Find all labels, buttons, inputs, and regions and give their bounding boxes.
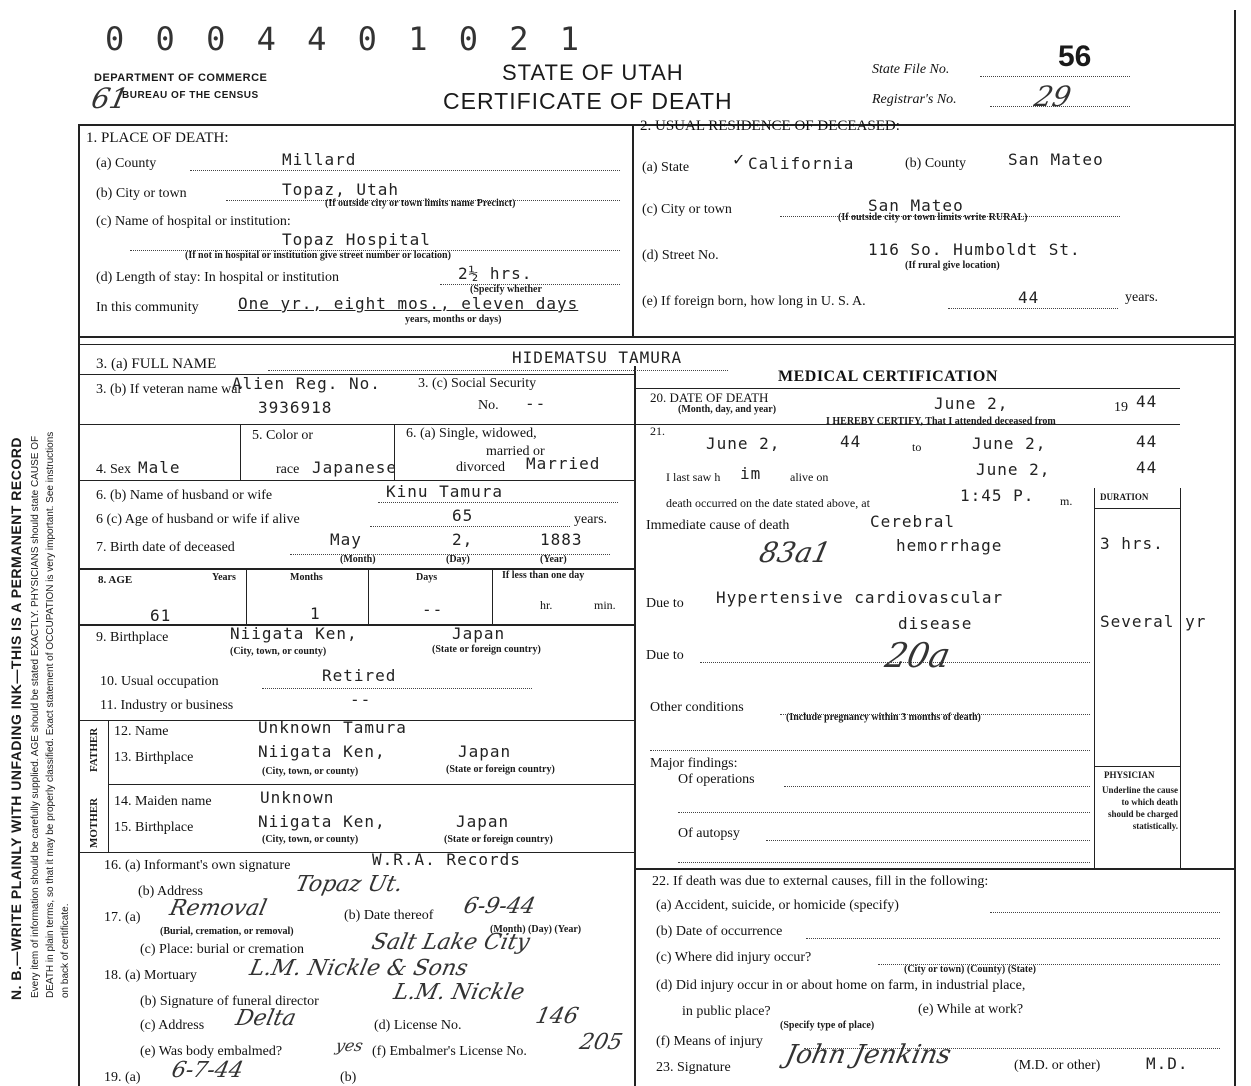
industry-value: -- xyxy=(350,690,372,709)
alien-reg-label: Alien Reg. No. xyxy=(232,374,381,393)
father-bp-note1: (City, town, or county) xyxy=(262,766,359,777)
dept-label: DEPARTMENT OF COMMERCE xyxy=(94,72,268,84)
birthplace-label: 9. Birthplace xyxy=(96,630,169,645)
physician-line xyxy=(1094,766,1180,767)
spouse-value: Kinu Tamura xyxy=(386,482,503,501)
res-state-label: (a) State xyxy=(642,160,690,175)
res-foreign-line xyxy=(948,308,1118,309)
to-label: to xyxy=(912,440,922,454)
informant-addr-value: Topaz Ut. xyxy=(293,872,406,897)
mother-bp-note1: (City, town, or county) xyxy=(262,834,359,845)
state-file-label: State File No. xyxy=(872,62,950,77)
embalmed-label: (e) Was body embalmed? xyxy=(140,1044,283,1059)
ext-a-label: (a) Accident, suicide, or homicide (specify) xyxy=(656,898,899,913)
res-city-note: (If outside city or town limits write RURAL) xyxy=(838,212,1028,223)
signature-suffix: (M.D. or other) xyxy=(1014,1058,1101,1073)
full-name-value: HIDEMATSU TAMURA xyxy=(512,348,683,367)
row3-bottom xyxy=(78,424,634,425)
burial-label: 17. (a) xyxy=(104,910,141,925)
community-note: years, months or days) xyxy=(405,314,502,325)
last-saw-date: June 2, xyxy=(976,460,1051,479)
filed-value: 6-7-44 xyxy=(169,1058,246,1083)
dod-note: (Month, day, and year) xyxy=(678,404,777,415)
side-instruction-4: on back of certificate. xyxy=(60,903,71,998)
birth-year: 1883 xyxy=(540,530,583,549)
ext-d2-label: in public place? xyxy=(682,1004,771,1019)
burial-date-value: 6-9-44 xyxy=(461,894,538,919)
due1-duration: Several yr xyxy=(1100,612,1207,631)
age-years: 61 xyxy=(150,606,172,625)
full-name-label: 3. (a) FULL NAME xyxy=(96,356,217,372)
mother-bp-label: 15. Birthplace xyxy=(114,820,194,835)
spouse-age-unit: years. xyxy=(574,512,608,527)
physician-header: PHYSICIAN xyxy=(1104,770,1155,780)
ext-a-line xyxy=(990,912,1220,913)
sex-value: Male xyxy=(138,458,181,477)
immediate-duration: 3 hrs. xyxy=(1100,534,1164,553)
code-mark-1: 83a1 xyxy=(756,536,834,569)
occupation-value: Retired xyxy=(322,666,397,685)
informant-addr-label: (b) Address xyxy=(138,884,203,899)
duration-header: DURATION xyxy=(1100,492,1149,502)
res-street-label: (d) Street No. xyxy=(642,248,719,263)
embalmed-value: yes xyxy=(333,1036,365,1055)
sex-label: 4. Sex xyxy=(96,462,131,477)
father-bp-label: 13. Birthplace xyxy=(114,750,194,765)
burial-note: (Burial, cremation, or removal) xyxy=(160,926,294,937)
registrar-value: 29 xyxy=(1031,80,1075,113)
hospital-value: Topaz Hospital xyxy=(282,230,431,249)
county-label: (a) County xyxy=(96,156,157,171)
autopsy-line-2 xyxy=(678,862,1090,863)
bureau-label: BUREAU OF THE CENSUS xyxy=(122,90,259,101)
res-city-value: San Mateo xyxy=(868,196,964,215)
city-note: (If outside city or town limits name Precinct) xyxy=(325,198,516,209)
res-street-note: (If rural give location) xyxy=(905,260,1000,271)
immediate-value-2: hemorrhage xyxy=(896,536,1003,555)
birth-day-note: (Day) xyxy=(446,554,470,565)
age-less-header: If less than one day xyxy=(502,570,585,581)
marital-value: Married xyxy=(526,454,601,473)
city-label: (b) City or town xyxy=(96,186,187,201)
father-name-value: Unknown Tamura xyxy=(258,718,407,737)
sex-divider xyxy=(240,424,241,480)
spouse-line xyxy=(378,502,618,503)
race-label: race xyxy=(276,462,300,477)
from-year: 44 xyxy=(840,432,862,451)
mortuary-label: 18. (a) Mortuary xyxy=(104,968,197,983)
due1-label: Due to xyxy=(646,596,684,611)
veteran-label: 3. (b) If veteran name war xyxy=(96,382,243,397)
residence-heading: 2. USUAL RESIDENCE OF DECEASED: xyxy=(640,118,900,134)
ext-d-label: (d) Did injury occur in or about home on farm, in industrial place, xyxy=(656,978,1026,993)
embalmer-label: (f) Embalmer's License No. xyxy=(372,1044,527,1059)
dod-prefix: 19 xyxy=(1114,400,1128,415)
side-instruction-2: Every item of information should be carefully supplied. AGE should be stated EXACTLY. PHYSICIANS should state CAUSE OF xyxy=(30,435,41,998)
place-heading: 1. PLACE OF DEATH: xyxy=(86,130,229,146)
operations-line-2 xyxy=(678,812,1090,813)
filed-label: 19. (a) xyxy=(104,1070,141,1085)
parents-mid xyxy=(108,784,634,785)
immediate-value: Cerebral xyxy=(870,512,956,531)
mother-bp-note2: (State or foreign country) xyxy=(444,834,553,845)
industry-label: 11. Industry or business xyxy=(100,698,234,713)
frame-right xyxy=(1234,10,1236,1086)
embalmer-value: 205 xyxy=(577,1030,625,1055)
mortuary-value: L.M. Nickle & Sons xyxy=(247,956,471,981)
due1b-value: disease xyxy=(898,614,973,633)
res-county-value: San Mateo xyxy=(1008,150,1104,169)
external-top xyxy=(634,868,1234,870)
ext-e-label: (e) While at work? xyxy=(918,1002,1024,1017)
immediate-label: Immediate cause of death xyxy=(646,518,790,533)
dod-year: 44 xyxy=(1136,392,1158,411)
filed-b-label: (b) xyxy=(340,1070,357,1085)
birth-day: 2, xyxy=(452,530,474,549)
registrar-label: Registrar's No. xyxy=(872,92,957,107)
birthplace-note2: (State or foreign country) xyxy=(432,644,541,655)
dod-label: 20. DATE OF DEATH xyxy=(650,390,769,405)
spouse-label: 6. (b) Name of husband or wife xyxy=(96,488,273,503)
operations-label: Of operations xyxy=(678,772,755,787)
findings-label: Major findings: xyxy=(650,756,738,771)
res-foreign-value: 44 xyxy=(1018,288,1040,307)
last-saw-him: im xyxy=(740,464,762,483)
age-days: -- xyxy=(422,600,444,619)
res-city-label: (c) City or town xyxy=(642,202,732,217)
medcert-line xyxy=(634,388,1180,389)
occupation-line xyxy=(262,688,532,689)
color-label: 5. Color or xyxy=(252,428,314,443)
physician-note: Underline the cause to which death should be charged statistically. xyxy=(1102,785,1178,831)
ext-c-note: (City or town) (County) (State) xyxy=(904,964,1037,975)
state-file-value: 56 xyxy=(1058,40,1092,73)
father-bp-city: Niigata Ken, xyxy=(258,742,386,761)
res-street-value: 116 So. Humboldt St. xyxy=(868,240,1081,259)
age-div1 xyxy=(246,568,247,624)
certificate-title: CERTIFICATE OF DEATH xyxy=(443,88,733,114)
death-time-m: m. xyxy=(1060,494,1073,508)
spouse-age-line xyxy=(370,526,570,527)
cert-num: 21. xyxy=(650,424,665,438)
birthplace-country: Japan xyxy=(452,624,506,643)
spouse-age-value: 65 xyxy=(452,506,474,525)
city-value: Topaz, Utah xyxy=(282,180,399,199)
other-note: (Include pregnancy within 3 months of death) xyxy=(786,712,981,723)
county-value: Millard xyxy=(282,150,357,169)
res-foreign-label: (e) If foreign born, how long in U. S. A. xyxy=(642,294,866,309)
mother-name-label: 14. Maiden name xyxy=(114,794,212,809)
father-name-label: 12. Name xyxy=(114,724,169,739)
code-mark-2: 20a xyxy=(881,636,954,676)
dod-value: June 2, xyxy=(934,394,1009,413)
ss-no-label: No. xyxy=(478,398,499,413)
section-divider-1 xyxy=(78,336,1236,338)
marital-label3: divorced xyxy=(456,460,505,475)
mother-bp-country: Japan xyxy=(456,812,510,831)
ext-c-label: (c) Where did injury occur? xyxy=(656,950,812,965)
side-instruction-main: N. B.—WRITE PLAINLY WITH UNFADING INK—THIS IS A PERMANENT RECORD xyxy=(8,437,24,1000)
birthplace-city: Niigata Ken, xyxy=(230,624,358,643)
age-months: 1 xyxy=(310,604,321,623)
serial-number: 0 0 0 4 4 0 1 0 2 1 xyxy=(105,20,586,58)
signature-md: M.D. xyxy=(1146,1054,1189,1073)
marital-label: 6. (a) Single, widowed, xyxy=(406,426,537,441)
age-hr: hr. xyxy=(540,598,553,612)
section-divider-1b xyxy=(78,344,1236,345)
address2-value: Delta xyxy=(233,1006,299,1031)
birth-label: 7. Birth date of deceased xyxy=(96,540,235,555)
race-value: Japanese xyxy=(312,458,398,477)
last-saw-year: 44 xyxy=(1136,458,1158,477)
other-line-2 xyxy=(650,750,1090,751)
from-date: June 2, xyxy=(706,434,781,453)
director-label: (b) Signature of funeral director xyxy=(140,994,319,1009)
age-years-header: Years xyxy=(212,572,236,583)
age-months-header: Months xyxy=(290,572,323,583)
signature-label: 23. Signature xyxy=(656,1060,731,1075)
age-div3 xyxy=(492,568,493,624)
spouse-age-label: 6 (c) Age of husband or wife if alive xyxy=(96,512,300,527)
ext-d2-note: (Specify type of place) xyxy=(780,1020,875,1031)
center-divider xyxy=(634,366,636,1086)
divider-1-2 xyxy=(632,124,634,336)
mother-name-value: Unknown xyxy=(260,788,335,807)
certify-text: I HEREBY CERTIFY, That I attended deceased from xyxy=(826,416,1056,427)
father-bp-note2: (State or foreign country) xyxy=(446,764,555,775)
frame-left xyxy=(78,124,80,1086)
due2-label: Due to xyxy=(646,648,684,663)
death-time: 1:45 P. xyxy=(960,486,1035,505)
autopsy-label: Of autopsy xyxy=(678,826,740,841)
other-label: Other conditions xyxy=(650,700,744,715)
check-icon: ✓ xyxy=(732,150,746,169)
ext-f-label: (f) Means of injury xyxy=(656,1034,763,1049)
mother-bp-city: Niigata Ken, xyxy=(258,812,386,831)
address2-label: (c) Address xyxy=(140,1018,205,1033)
age-min: min. xyxy=(594,598,616,612)
ext-b-label: (b) Date of occurrence xyxy=(656,924,783,939)
informant-sig-value: W.R.A. Records xyxy=(372,850,521,869)
alien-reg-no: 3936918 xyxy=(258,398,333,417)
parents-bottom xyxy=(78,852,634,853)
county-line xyxy=(190,170,620,171)
hospital-label: (c) Name of hospital or institution: xyxy=(96,214,291,229)
occurred-label: death occurred on the date stated above, at xyxy=(666,496,870,510)
alive-on-label: alive on xyxy=(790,470,829,484)
license-label: (d) License No. xyxy=(374,1018,462,1033)
mother-side-label: MOTHER xyxy=(88,797,100,848)
physician-signature: John Jenkins xyxy=(782,1040,954,1070)
external-label: 22. If death was due to external causes, fill in the following: xyxy=(652,874,989,889)
parents-divider xyxy=(108,720,109,852)
operations-line xyxy=(784,786,1090,787)
ext-b-line xyxy=(806,938,1220,939)
res-foreign-unit: years. xyxy=(1125,290,1159,305)
birth-year-note: (Year) xyxy=(540,554,567,565)
birth-month: May xyxy=(330,530,362,549)
duration-divider xyxy=(1094,488,1095,868)
community-label: In this community xyxy=(96,300,199,315)
state-file-line xyxy=(980,76,1130,77)
informant-sig-label: 16. (a) Informant's own signature xyxy=(104,858,291,873)
director-value: L.M. Nickle xyxy=(391,980,527,1005)
hospital-note: (If not in hospital or institution give street number or location) xyxy=(185,250,451,261)
res-county-label: (b) County xyxy=(905,156,967,171)
stay-label: (d) Length of stay: In hospital or institution xyxy=(96,270,340,285)
side-instruction-3: DEATH in plain terms, so that it may be properly classified. Exact statement of OCCUPATION is very important. See instructions xyxy=(45,431,56,998)
duration-right xyxy=(1180,488,1181,868)
burial-place-label: (c) Place: burial or cremation xyxy=(140,942,305,957)
res-state-value: California xyxy=(748,154,855,173)
hand-mark: 61 xyxy=(88,82,132,115)
community-value: One yr., eight mos., eleven days xyxy=(238,294,579,313)
age-days-header: Days xyxy=(416,572,438,583)
due1-value: Hypertensive cardiovascular xyxy=(716,588,1004,607)
marital-label2: married or xyxy=(486,444,545,459)
burial-place-value: Salt Lake City xyxy=(369,930,532,955)
burial-date-note: (Month) (Day) (Year) xyxy=(490,924,582,935)
medical-heading: MEDICAL CERTIFICATION xyxy=(778,368,998,385)
row4-bottom xyxy=(78,480,634,481)
stay-value: 2½ hrs. xyxy=(458,264,533,283)
ss-no-value: -- xyxy=(525,394,547,413)
state-title: STATE OF UTAH xyxy=(502,60,684,85)
to-year: 44 xyxy=(1136,432,1158,451)
age-div2 xyxy=(368,568,369,624)
last-saw-label: I last saw h xyxy=(666,470,721,484)
full-name-line xyxy=(268,370,728,371)
ss-label: 3. (c) Social Security xyxy=(418,376,537,391)
birthplace-note1: (City, town, or county) xyxy=(230,646,327,657)
age-label: 8. AGE xyxy=(98,574,133,586)
duration-line xyxy=(1094,508,1180,509)
burial-date-label: (b) Date thereof xyxy=(344,908,434,923)
autopsy-line xyxy=(766,840,1090,841)
license-value: 146 xyxy=(533,1004,581,1029)
father-bp-country: Japan xyxy=(458,742,512,761)
burial-value: Removal xyxy=(167,896,269,921)
stay-note: (Specify whether xyxy=(470,284,542,295)
occupation-label: 10. Usual occupation xyxy=(100,674,219,689)
father-side-label: FATHER xyxy=(88,727,100,772)
birth-month-note: (Month) xyxy=(340,554,376,565)
to-date: June 2, xyxy=(972,434,1047,453)
